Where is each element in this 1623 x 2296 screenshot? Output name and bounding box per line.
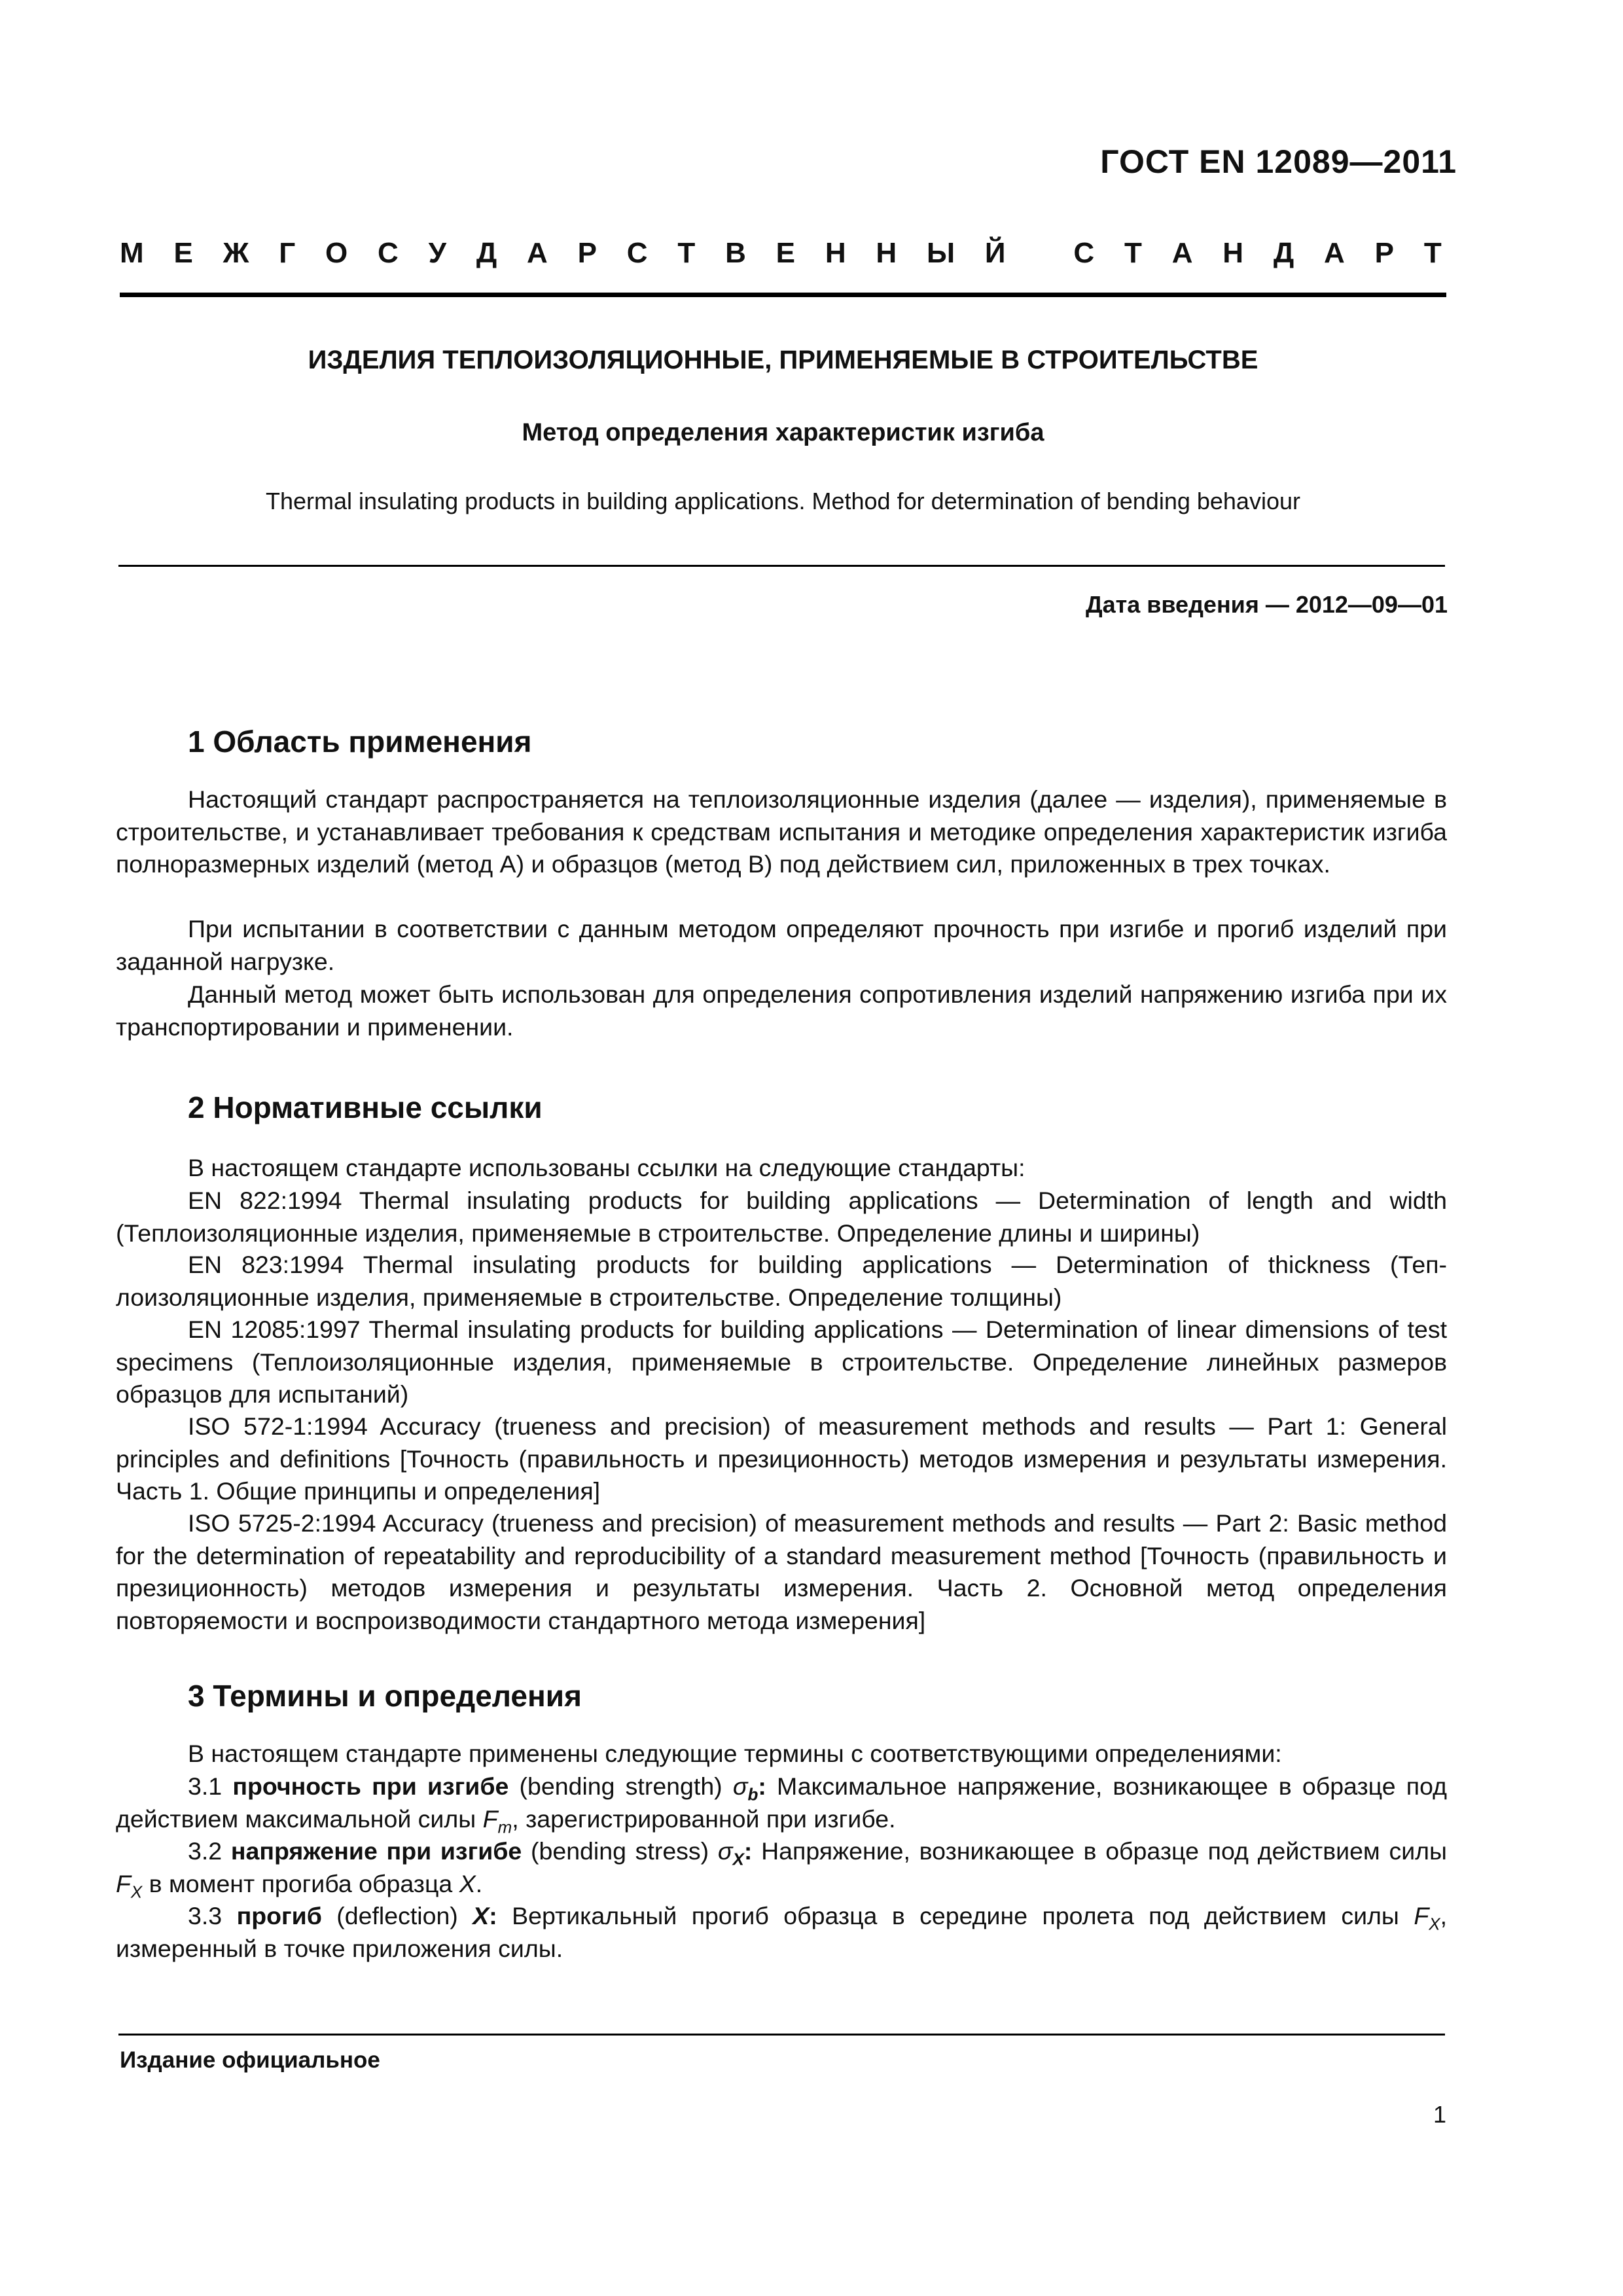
term-name: прочность при изгибе <box>232 1772 509 1800</box>
scope-paragraph-3: Данный метод может быть использован для определения сопротивления изделий напряжению изгиба при их транспортировании и применении. <box>116 980 1447 1041</box>
standard-type-letter: Н <box>876 237 897 269</box>
standard-type-letter: С <box>626 237 648 269</box>
standard-type-letter: Т <box>1124 237 1142 269</box>
reference-iso-572-1: ISO 572-1:1994 Accuracy (trueness and precision) of measurement methods and results — Part 1: General principles and definitions [Точность (правильность и презиционность) методов измерения и результаты измерения. Часть 1. Общие принципы и определения] <box>116 1412 1447 1505</box>
standard-type-letter: Ж <box>223 237 249 269</box>
term-name: напряжение при изгибе <box>230 1837 522 1865</box>
terms-intro: В настоящем стандарте применены следующие термины с соответствующими определениями: <box>188 1740 1282 1767</box>
term-bending-strength: 3.1 прочность при изгибе (bending strength) $\sigma_b$: Максимальное напряжение, возникающее в образце под действием максимальной силы $F_m$, зарегистрированной при изгибе. <box>116 1772 1447 1837</box>
standard-type-letter: Д <box>476 237 497 269</box>
standard-type-letter: С <box>378 237 399 269</box>
standard-type-letter: Т <box>677 237 696 269</box>
section-heading-terms: 3 Термины и определения <box>188 1679 582 1713</box>
standard-type-letter: А <box>527 237 548 269</box>
reference-en-823: EN 823:1994 Thermal insulating products for building applications — Determination of thickness (Теплоизоляционные изделия, применяемые в строительстве. Определение толщины) <box>116 1251 1447 1311</box>
standard-type-letter: Т <box>1423 237 1442 269</box>
standard-type-letter: Е <box>173 237 193 269</box>
section-heading-scope: 1 Область применения <box>188 725 532 759</box>
term-deflection: 3.3 прогиб (deflection) X: Вертикальный прогиб образца в середине пролета под действием силы $F_X$, измеренный в точке приложения силы. <box>116 1902 1447 1962</box>
standard-type-letter: А <box>1171 237 1193 269</box>
references-intro: В настоящем стандарте использованы ссылки на следующие стандарты: <box>188 1154 1026 1181</box>
standard-type-line <box>120 237 1442 270</box>
document-subtitle: Метод определения характеристик изгиба <box>522 419 1044 446</box>
introduction-date: Дата введения — 2012—09—01 <box>1085 591 1448 618</box>
footer-divider <box>118 2034 1445 2036</box>
term-bending-stress: 3.2 напряжение при изгибе (bending stress) $\sigma_X$: Напряжение, возникающее в образце под действием силы $F_X$ в момент прогиба образца X. <box>116 1837 1447 1901</box>
standard-type-letter: Е <box>776 237 796 269</box>
term-name: прогиб <box>236 1902 322 1929</box>
standard-type-letter: Р <box>1374 237 1394 269</box>
scope-paragraph-2: При испытании в соответствии с данным методом определяют прочность при изгибе и прогиб изделий при заданной нагрузке. <box>116 915 1447 975</box>
page-number: 1 <box>1433 2101 1446 2128</box>
standard-type-letter: О <box>325 237 348 269</box>
standard-designation: ГОСТ EN 12089—2011 <box>1100 143 1457 180</box>
standard-type-letter: Д <box>1273 237 1294 269</box>
standard-type-letter: Ы <box>927 237 955 269</box>
standard-type-letter: Г <box>279 237 296 269</box>
official-edition-label: Издание официальное <box>120 2047 380 2073</box>
symbol: σ <box>732 1772 748 1800</box>
standard-type-letter: Н <box>1222 237 1244 269</box>
standard-type-letter: А <box>1324 237 1345 269</box>
reference-en-822: EN 822:1994 Thermal insulating products for building applications — Determination of length and width (Теплоизоляционные изделия, применяемые в строительстве. Определение длины и ширины) <box>116 1187 1447 1247</box>
scope-paragraph-1: Настоящий стандарт распространяется на теплоизоляционные изделия (далее — изделия), применяемые в строительстве, и устанавливает требования к средствам испытания и методике определения характеристик изгиба полноразмерных изделий (метод А) и образцов (метод В) под действием сил, приложенных в трех точках. <box>116 785 1447 878</box>
symbol: σ <box>717 1837 733 1865</box>
standard-type-letter: Й <box>984 237 1006 269</box>
reference-en-12085: EN 12085:1997 Thermal insulating products for building applications — Determination of linear dimensions of test specimens (Теплоизоляционные изделия, применяемые в строительстве. Определение линейных размеров образцов для испытаний) <box>116 1316 1447 1408</box>
section-heading-references: 2 Нормативные ссылки <box>188 1090 543 1124</box>
standard-type-letter: Р <box>577 237 597 269</box>
header-divider <box>120 293 1446 297</box>
reference-iso-5725-2: ISO 5725-2:1994 Accuracy (trueness and precision) of measurement methods and results — Part 2: Basic method for the determination of repeatability and reproducibility of a standard measurement method [Точность (правильность и презиционность) методов измерения и результаты измерения. Часть 2. Основной метод определения повторяемости и воспроизводимости стандартного метода измерения] <box>116 1509 1447 1634</box>
standard-type-letter: С <box>1073 237 1095 269</box>
standard-type-letter: М <box>120 237 144 269</box>
english-title: Thermal insulating products in building applications. Method for determination of bending behaviour <box>266 488 1300 514</box>
document-title: ИЗДЕЛИЯ ТЕПЛОИЗОЛЯЦИОННЫЕ, ПРИМЕНЯЕМЫЕ В СТРОИТЕЛЬСТВЕ <box>308 346 1258 374</box>
standard-type-letter: У <box>428 237 447 269</box>
title-divider <box>118 565 1445 567</box>
symbol: X <box>473 1902 490 1929</box>
standard-type-letter <box>1035 237 1043 270</box>
standard-type-letter: В <box>725 237 746 269</box>
standard-type-letter: Н <box>825 237 846 269</box>
